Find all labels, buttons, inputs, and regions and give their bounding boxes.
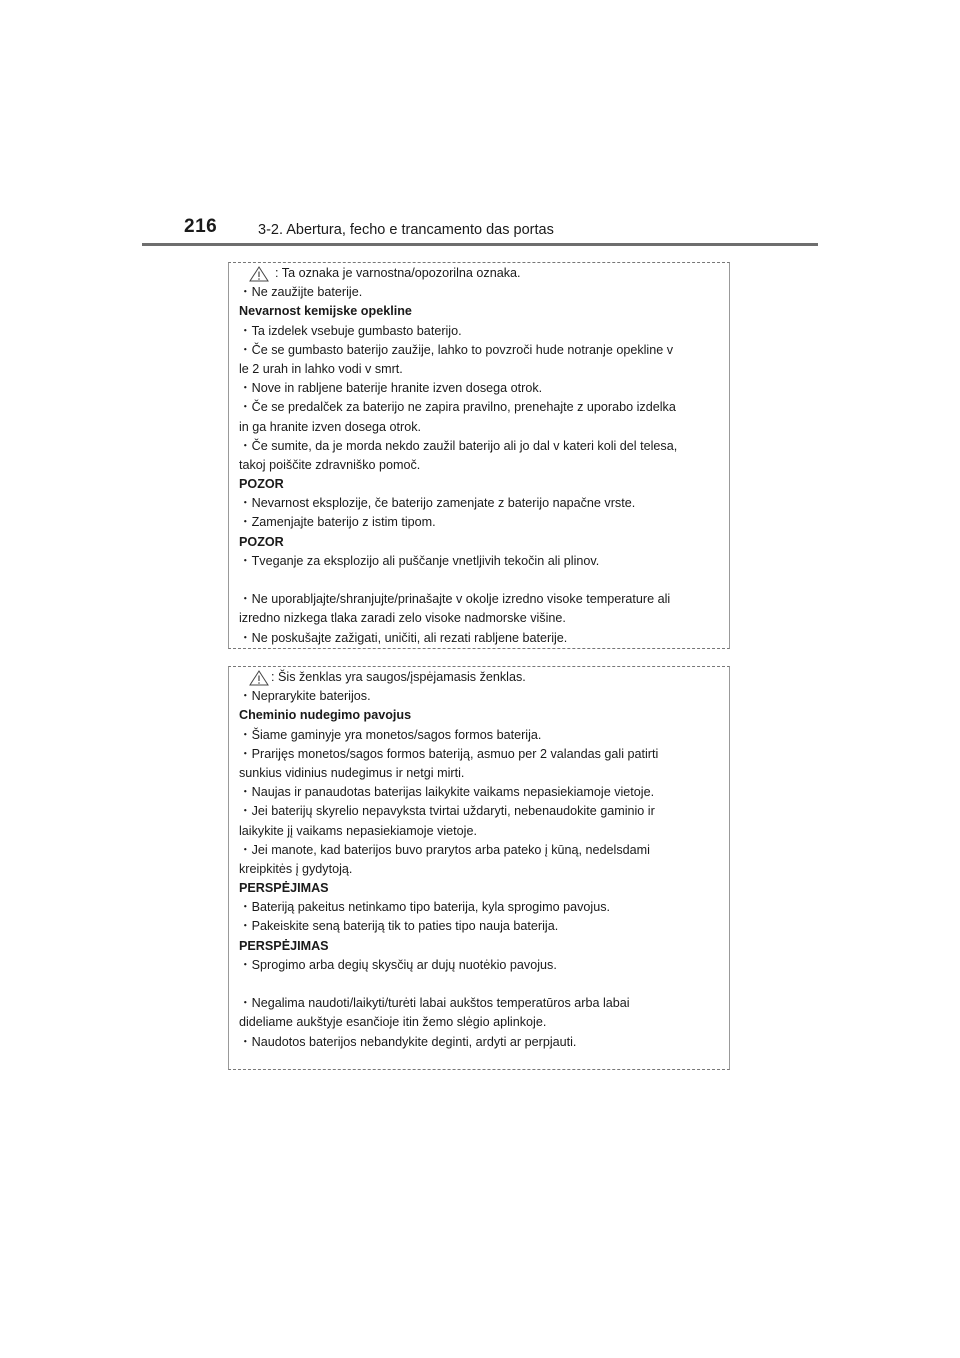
page-header (0, 0, 960, 250)
text-line: dideliame aukštyje esančioje itin žemo slėgio aplinkoje. (239, 1015, 547, 1030)
warning-sign-line (239, 668, 721, 687)
text-line: le 2 urah in lahko vodi v smrt. (239, 361, 403, 376)
text-line: ・Naudotos baterijos nebandykite deginti, ardyti ar perpjauti. (239, 1034, 577, 1049)
text-line: ・Prarijęs monetos/sagos formos bateriją, asmuo per 2 valandas gali patirti (239, 746, 659, 761)
warning-triangle-icon (249, 266, 269, 282)
text-line: in ga hranite izven dosega otrok. (239, 419, 422, 434)
section-heading: Cheminio nudegimo pavojus (239, 708, 412, 723)
text-line: ・Šiame gaminyje yra monetos/sagos formos baterija. (239, 727, 542, 742)
text-line: ・Nevarnost eksplozije, če baterijo zamenjate z baterijo napačne vrste. (239, 496, 636, 511)
warning-sign-text: : Ta oznaka je varnostna/opozorilna oznaka. (275, 266, 521, 280)
text-line: ・Če se predalček za baterijo ne zapira pravilno, prenehajte z uporabo izdelka (239, 400, 676, 415)
blank-line (239, 571, 721, 590)
section-heading: Nevarnost kemijske opekline (239, 304, 412, 319)
text-line: ・Naujas ir panaudotas baterijas laikykite vaikams nepasiekiamoje vietoje. (239, 785, 655, 800)
text-line: ・Če sumite, da je morda nekdo zaužil baterijo ali jo dal v kateri koli del telesa, (239, 438, 678, 453)
text-line: takoj poiščite zdravniško pomoč. (239, 457, 421, 472)
text-line: ・Ne zaužijte baterije. (239, 285, 363, 300)
caution-heading: PERSPĖJIMAS (239, 938, 329, 953)
text-line: ・Jei baterijų skyrelio nepavyksta tvirtai uždaryti, nebenaudokite gaminio ir (239, 804, 655, 819)
caution-heading: POZOR (239, 534, 284, 549)
warning-box-lithuanian (228, 666, 730, 1070)
text-line: ・Zamenjajte baterijo z istim tipom. (239, 515, 436, 530)
text-line: ・Pakeiskite seną bateriją tik to paties tipo nauja baterija. (239, 919, 559, 934)
blank-line (239, 975, 721, 994)
text-line: ・Ta izdelek vsebuje gumbasto baterijo. (239, 323, 462, 338)
page-number: 216 (184, 216, 218, 237)
warning-box-slovenian (228, 262, 730, 649)
header-rule (142, 243, 818, 246)
text-line: laikykite jį vaikams nepasiekiamoje vietoje. (239, 823, 477, 838)
text-line: ・Nove in rabljene baterije hranite izven dosega otrok. (239, 381, 543, 396)
text-line: ・Ne uporabljajte/shranjujte/prinašajte v okolje izredno visoke temperature ali (239, 592, 671, 607)
text-line: izredno nizkega tlaka zaradi zelo visoke nadmorske višine. (239, 611, 566, 626)
text-line: ・Neprarykite baterijos. (239, 689, 371, 704)
caution-heading: POZOR (239, 477, 284, 492)
caution-heading: PERSPĖJIMAS (239, 881, 329, 896)
text-line: ・Jei manote, kad baterijos buvo prarytos arba pateko į kūną, nedelsdami (239, 842, 650, 857)
text-line: ・Negalima naudoti/laikyti/turėti labai aukštos temperatūros arba labai (239, 996, 630, 1011)
text-line: sunkius vidinius nudegimus ir netgi mirti. (239, 765, 465, 780)
warning-sign-line (239, 264, 721, 283)
section-title: 3-2. Abertura, fecho e trancamento das portas (258, 222, 554, 238)
warning-triangle-icon (249, 670, 269, 686)
text-line: kreipkitės į gydytoją. (239, 861, 353, 876)
warning-sign-text: : Šis ženklas yra saugos/įspėjamasis ženklas. (271, 670, 526, 684)
text-line: ・Bateriją pakeitus netinkamo tipo baterija, kyla sprogimo pavojus. (239, 900, 611, 915)
text-line: ・Če se gumbasto baterijo zaužije, lahko to povzroči hude notranje opekline v (239, 342, 674, 357)
text-line: ・Ne poskušajte zažigati, uničiti, ali rezati rabljene baterije. (239, 630, 568, 645)
text-line: ・Tveganje za eksplozijo ali puščanje vnetljivih tekočin ali plinov. (239, 553, 600, 568)
text-line: ・Sprogimo arba degių skysčių ar dujų nuotėkio pavojus. (239, 957, 557, 972)
